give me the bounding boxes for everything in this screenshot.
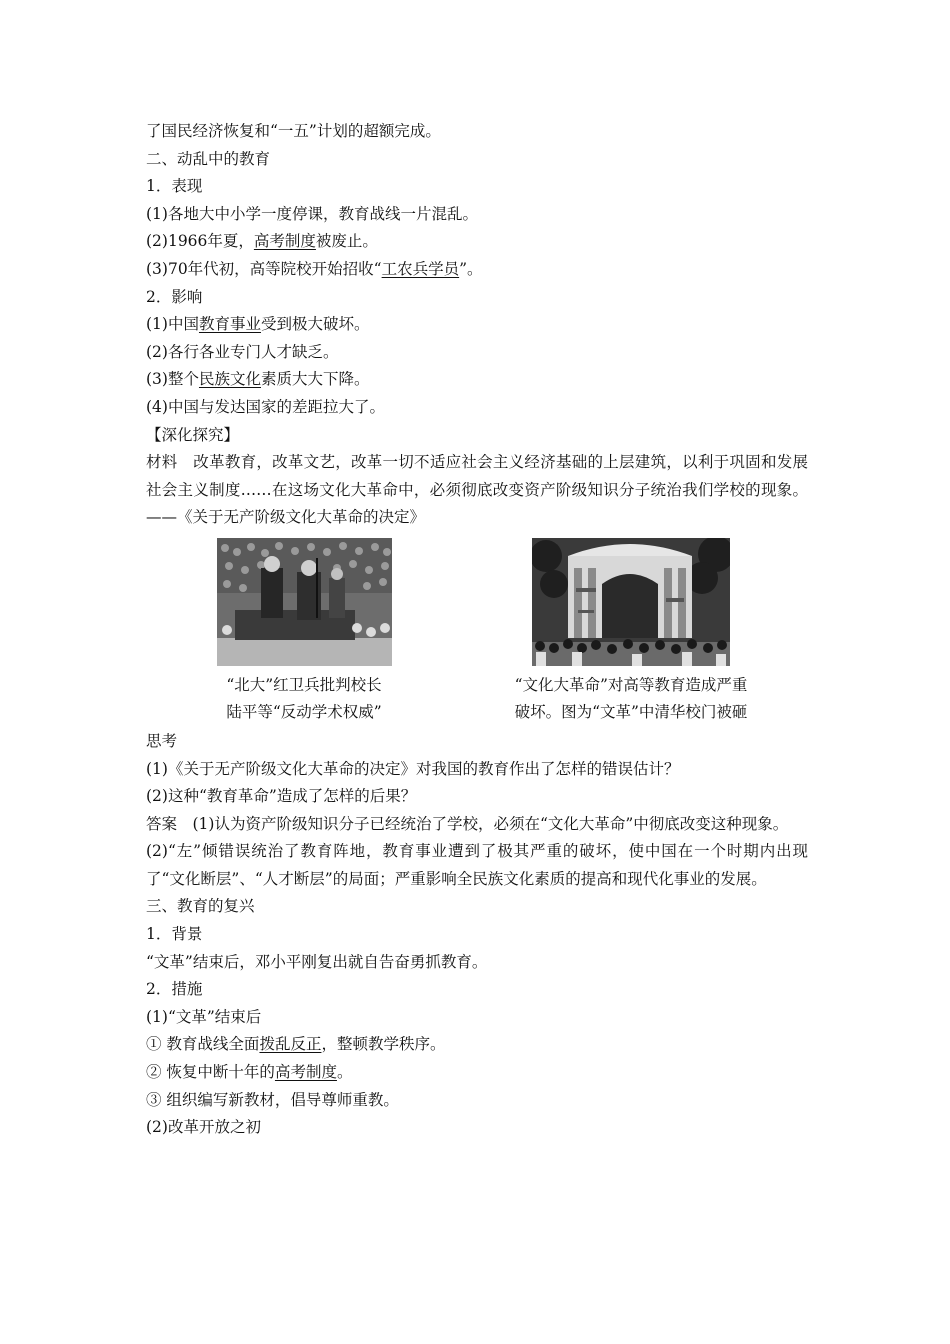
text-line: (1)各地大中小学一度停课，教育战线一片混乱。 xyxy=(146,204,478,223)
photo-tsinghua-gate-image xyxy=(532,538,730,666)
text-line xyxy=(146,1031,808,1059)
text-line: (2)改革开放之初 xyxy=(146,1118,261,1137)
underlined-term: 高考制度 xyxy=(274,1063,337,1082)
figure-right xyxy=(486,538,776,726)
subsection-title: 1．背景 xyxy=(146,925,203,944)
photo-tsinghua-gate xyxy=(532,538,730,666)
photo-criticism-meeting xyxy=(217,538,392,666)
photo-criticism-meeting-image xyxy=(217,538,392,666)
text-span: 。 xyxy=(336,1063,353,1082)
text-line: (2)各行各业专门人才缺乏。 xyxy=(146,342,339,361)
text-line xyxy=(146,256,808,284)
underlined-term: 民族文化 xyxy=(198,370,261,389)
text-span: (3)70年代初，高等院校开始招收“ xyxy=(146,259,382,278)
document-page xyxy=(146,118,808,1142)
figure-right-caption-1: “文化大革命”对高等教育造成严重 xyxy=(514,675,748,694)
text-line: (1)“文革”结束后 xyxy=(146,1007,262,1026)
text-span: (3)整个 xyxy=(146,370,199,389)
underlined-term: 工农兵学员 xyxy=(381,259,460,278)
text-span: ② 恢复中断十年的 xyxy=(146,1063,275,1082)
text-line xyxy=(146,366,808,394)
text-span: 素质大大下降。 xyxy=(260,370,370,389)
subsection-title: 1．表现 xyxy=(146,177,203,196)
material-paragraph: 材料 改革教育，改革文艺，改革一切不适应社会主义经济基础的上层建筑，以利于巩固和发展社会主义制度……在这场文化大革命中，必须彻底改变资产阶级知识分子统治我们学校的现象。——《关于无产阶级文化大革命的决定》 xyxy=(146,453,808,527)
figure-left-caption-1: “北大”红卫兵批判校长 xyxy=(226,675,382,694)
answer-2: (2)“左”倾错误统治了教育阵地，教育事业遭到了极其严重的破坏，使中国在一个时期内出现了“文化断层”、“人才断层”的局面；严重影响全民族文化素质的提高和现代化事业的发展。 xyxy=(146,842,808,888)
text-line xyxy=(146,228,808,256)
text-line: 了国民经济恢复和“一五”计划的超额完成。 xyxy=(146,122,441,140)
section-title: 三、教育的复兴 xyxy=(146,897,255,916)
text-span: 被废止。 xyxy=(315,232,378,251)
text-span: 受到极大破坏。 xyxy=(260,315,370,334)
text-span: ，整顿教学秩序。 xyxy=(321,1035,446,1054)
figure-right-caption-2: 破坏。图为“文革”中清华校门被砸 xyxy=(514,702,748,721)
underlined-term: 拨乱反正 xyxy=(259,1035,322,1054)
figure-left-caption-2: 陆平等“反动学术权威” xyxy=(226,702,382,721)
deep-inquiry-title: 【深化探究】 xyxy=(146,425,240,444)
text-span: (2)1966年夏， xyxy=(146,232,254,251)
section-title: 二、动乱中的教育 xyxy=(146,149,271,168)
text-span: ① 教育战线全面 xyxy=(146,1035,260,1054)
text-span: ”。 xyxy=(459,259,483,278)
text-line: “文革”结束后，邓小平刚复出就自告奋勇抓教育。 xyxy=(146,952,488,971)
underlined-term: 教育事业 xyxy=(198,315,261,334)
subsection-title: 2．影响 xyxy=(146,287,203,306)
question-2: (2)这种“教育革命”造成了怎样的后果？ xyxy=(146,787,417,806)
text-line xyxy=(146,1059,808,1087)
text-line xyxy=(146,311,808,339)
figures-row xyxy=(146,538,808,728)
think-title: 思考 xyxy=(146,731,178,750)
text-span: (1)中国 xyxy=(146,315,199,334)
text-line: (4)中国与发达国家的差距拉大了。 xyxy=(146,397,385,416)
underlined-term: 高考制度 xyxy=(253,232,316,251)
text-line: ③ 组织编写新教材，倡导尊师重教。 xyxy=(146,1090,399,1109)
answer-1: 答案 (1)认为资产阶级知识分子已经统治了学校，必须在“文化大革命”中彻底改变这种现象。 xyxy=(146,814,789,833)
figure-left xyxy=(194,538,414,726)
subsection-title: 2．措施 xyxy=(146,980,203,999)
question-1: (1)《关于无产阶级文化大革命的决定》对我国的教育作出了怎样的错误估计？ xyxy=(146,759,680,778)
